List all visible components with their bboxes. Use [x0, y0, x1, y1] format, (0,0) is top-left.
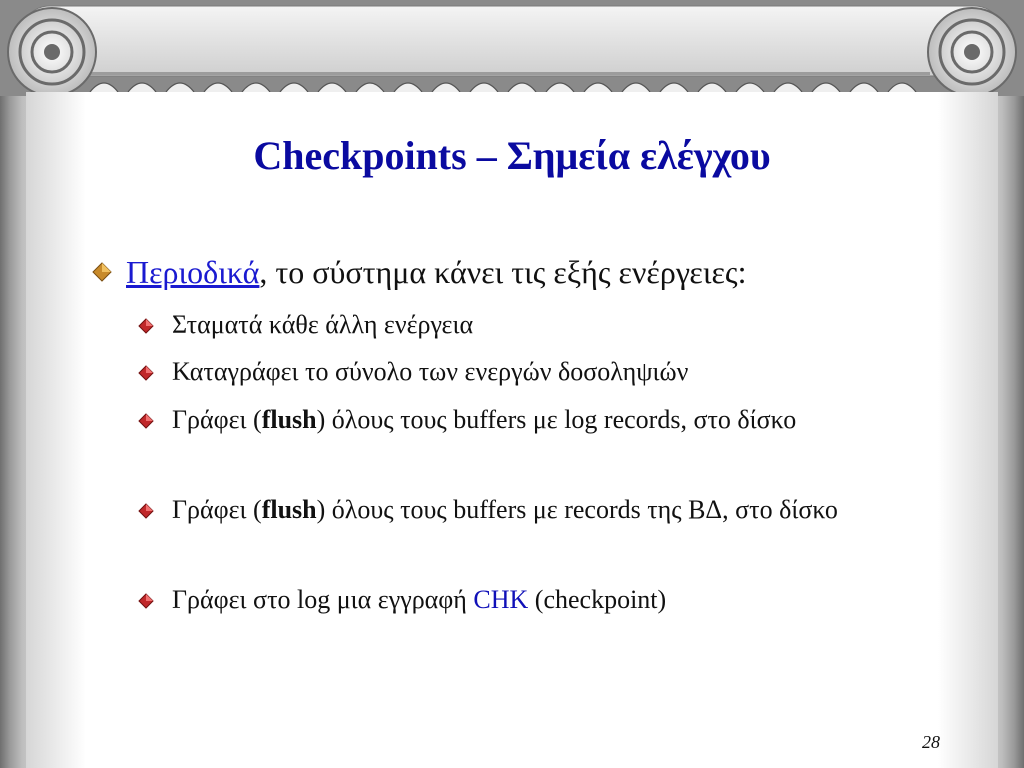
sub-bullet-3 — [138, 400, 928, 440]
sub-bullet-text — [172, 400, 928, 440]
text-prefix: Γράφει ( — [172, 495, 262, 524]
periodika-link[interactable]: Περιοδικά — [126, 254, 260, 290]
flush-keyword: flush — [261, 405, 317, 434]
sub-bullet-text — [172, 490, 928, 530]
page-number: 28 — [922, 732, 940, 752]
text-suffix: ) όλους τους buffers με log records, στο δίσκο — [316, 405, 797, 434]
sub-bullet-text: Καταγράφει το σύνολο των ενεργών δοσοληψιών — [172, 357, 689, 386]
text-suffix: (checkpoint) — [528, 585, 667, 614]
main-bullet-text: , το σύστημα κάνει τις εξής ενέργειες: — [259, 254, 747, 290]
sub-bullet-5 — [138, 580, 928, 620]
sub-bullet-1 — [138, 305, 928, 345]
sub-bullet-4 — [138, 490, 928, 530]
text-prefix: Γράφει ( — [172, 405, 262, 434]
diamond-bullet-icon — [138, 318, 154, 334]
sub-bullet-text: Σταματά κάθε άλλη ενέργεια — [172, 310, 474, 339]
left-volute-icon — [8, 8, 96, 96]
diamond-bullet-icon — [138, 503, 154, 519]
panel-shade-left — [26, 92, 86, 768]
main-bullet — [92, 252, 942, 292]
text-suffix: ) όλους τους buffers με records της ΒΔ, στο δίσκο — [316, 495, 838, 524]
diamond-bullet-icon — [138, 593, 154, 609]
text-prefix: Γράφει στο log μια εγγραφή — [172, 585, 474, 614]
ionic-capital-decoration — [0, 0, 1024, 96]
diamond-bullet-icon — [138, 413, 154, 429]
sub-bullet-text — [172, 580, 928, 620]
right-volute-icon — [928, 8, 1016, 96]
slide-title: Checkpoints – Σημεία ελέγχου — [253, 133, 771, 178]
flush-keyword: flush — [261, 495, 317, 524]
sub-bullet-2 — [138, 352, 928, 392]
panel-shade-right — [938, 92, 998, 768]
chk-keyword: CHK — [473, 585, 529, 614]
diamond-bullet-icon — [138, 365, 154, 381]
diamond-bullet-icon — [92, 262, 112, 282]
